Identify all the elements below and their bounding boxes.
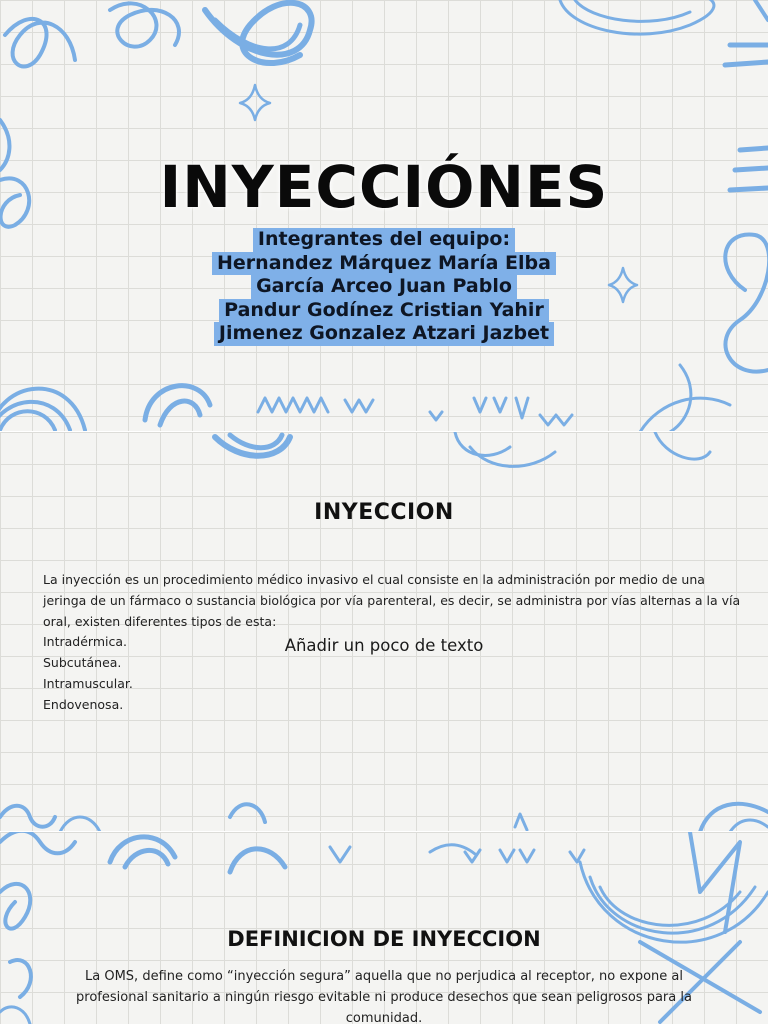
section-heading: DEFINICION DE INYECCION <box>227 927 541 951</box>
section-heading: INYECCION <box>314 500 454 525</box>
team-members-block <box>0 228 768 346</box>
list-item: Endovenosa. <box>43 697 124 712</box>
team-heading: Integrantes del equipo: <box>253 228 515 252</box>
placeholder-text: Añadir un poco de texto <box>284 636 484 655</box>
cover-title: INYECCIÓNES <box>159 153 609 221</box>
cover-page <box>0 0 768 432</box>
body-paragraph: La OMS, define como “inyección segura” aquella que no perjudica al receptor, no expone al profesional sanitario a ningún riesgo evitable ni produce desechos que sean peligrosos para la comunidad. <box>76 969 692 1024</box>
team-member: Pandur Godínez Cristian Yahir <box>219 299 549 323</box>
team-member: Hernandez Márquez María Elba <box>212 252 556 276</box>
list-item: Intradérmica. <box>43 634 128 649</box>
content-page-inyeccion <box>0 432 768 832</box>
list-item: Intramuscular. <box>43 676 133 691</box>
team-member: Jimenez Gonzalez Atzari Jazbet <box>214 322 554 346</box>
team-member: García Arceo Juan Pablo <box>251 275 517 299</box>
content-page-definicion <box>0 832 768 1024</box>
body-paragraph: La inyección es un procedimiento médico invasivo el cual consiste en la administración por medio de una jeringa de un fármaco o sustancia biológica por vía parenteral, es decir, se administra por vías alternas a la vía oral, existen diferentes tipos de esta: <box>43 572 741 629</box>
list-item: Subcutánea. <box>43 655 122 670</box>
